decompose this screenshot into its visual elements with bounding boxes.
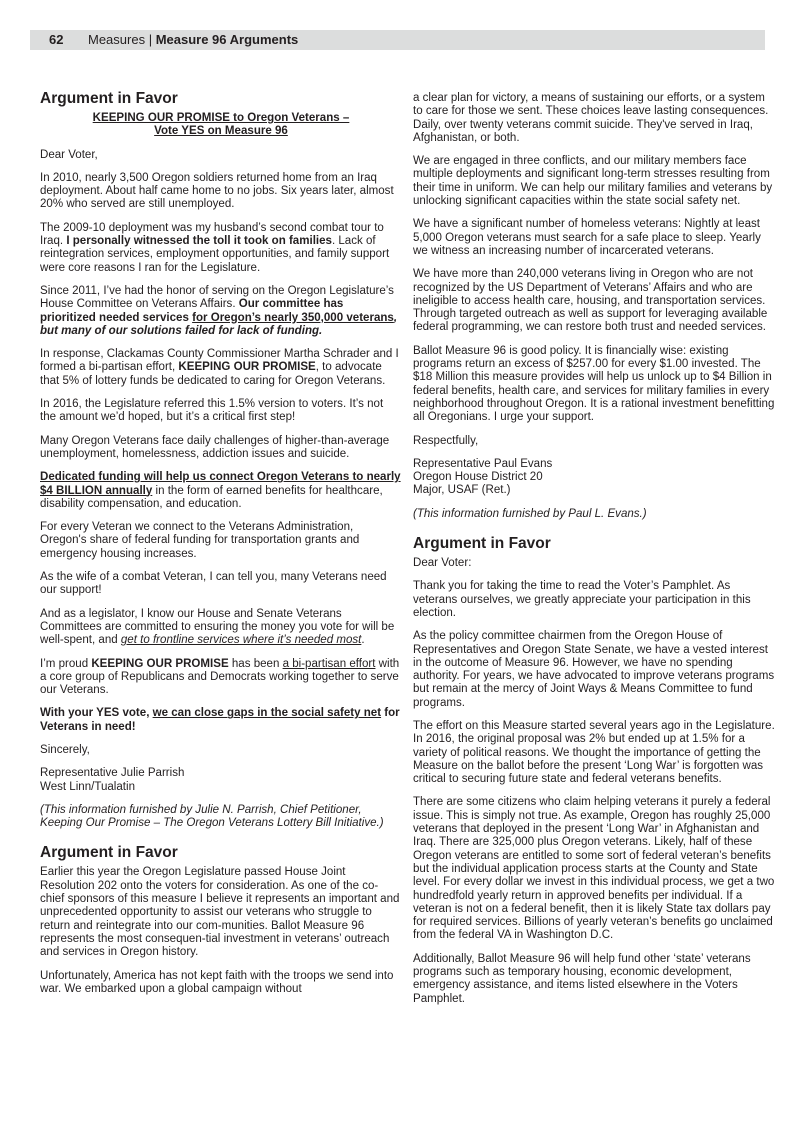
paragraph — [40, 744, 402, 757]
paragraph — [40, 149, 402, 162]
line: Major, USAF (Ret.) — [413, 484, 511, 497]
paragraph — [413, 268, 775, 334]
line: Oregon House District 20 — [413, 471, 543, 484]
text-run: In 2016, the Legislature referred this 1.5% version to voters. It’s not the amount we’d hoped, but it’s a critical first step! — [40, 398, 384, 424]
section-heading: Argument in Favor — [40, 90, 178, 107]
text-run: Dear Voter: — [413, 557, 472, 570]
text-run: , but many of our solutions failed for lack of funding. — [40, 311, 398, 337]
argument-subtitle — [40, 112, 402, 139]
paragraph — [40, 471, 402, 511]
line: Representative Julie Parrish — [40, 767, 185, 780]
text-run: I’m proud — [40, 657, 92, 670]
text-run: (This information furnished by Paul L. Evans.) — [413, 507, 647, 520]
page-number: 62 — [49, 32, 64, 47]
section-heading: Argument in Favor — [413, 535, 551, 553]
text-run: We have a significant number of homeless veterans: Nightly at least 5,000 Oregon veterans must search for a safe place to sleep. Yearly we witness an increasing number of incarcerated veterans. — [413, 218, 761, 257]
signature-block — [40, 767, 402, 794]
section-label: Measures | — [88, 32, 156, 47]
paragraph — [40, 285, 402, 338]
text-run: a bi-partisan effort — [282, 657, 376, 670]
text-run: Dedicated funding will help us connect Oregon Veterans to nearly $4 BILLION annually — [40, 471, 401, 497]
paragraph — [40, 435, 402, 462]
line: Vote YES on Measure 96 — [154, 125, 288, 138]
paragraph — [40, 608, 402, 648]
text-run: KEEPING OUR PROMISE — [178, 361, 316, 374]
text-run: get to frontline services where it’s needed most — [120, 634, 362, 647]
text-run: Earlier this year the Oregon Legislature passed House Joint Resolution 202 onto the voters for consideration. As one of the co-chief sponsors of this measure I believe it represents an important and unprecedented opportunity to assist our veterans who struggle to return and reintegrate into our com-munities. Ballot Measure 96 represents the most consequen-tial investment in veterans’ outreach and services in Oregon history. — [40, 866, 400, 959]
header-title: Measure 96 Arguments — [155, 32, 299, 47]
paragraph — [40, 707, 402, 734]
right-column — [413, 92, 775, 1016]
text-run: And as a legislator, I know our House and Senate Veterans Committees are committed to ensuring the money you vote for will be well-spent, and — [40, 607, 395, 647]
left-column — [40, 90, 402, 1006]
text-run: As the wife of a combat Veteran, I can tell you, many Veterans need our support! — [40, 571, 387, 597]
line: West Linn/Tualatin — [40, 780, 135, 793]
signature-block — [413, 458, 775, 498]
text-run: The effort on this Measure started several years ago in the Legislature. In 2016, the original proposal was 2% but ended up at 1.5% for a variety of political reasons. We thought the importance of getting the Measure on the ballot before the present ‘Long War’ is forgotten was critical to securing future state and federal veterans benefits. — [413, 719, 775, 786]
text-run: Our committee has prioritized needed services — [40, 298, 344, 324]
text-run: There are some citizens who claim helping veterans it purely a federal issue. This is simply not true. As example, Oregon has roughly 25,000 veterans that deployed in the present ‘Long War’ in Afghanistan and Iraq. There are 325,000 plus Oregon veterans. Likely, half of these Oregon veterans are entitled to some sort of federal veteran’s benefits but the individual application process starts at the County and State level. For every dollar we invest in this individual process, we get a two hundredfold yearly return in approved benefits per individual. If a veteran is not on a federal benefit, then it is likely State tax dollars pay for required services. Billions of yearly veteran’s benefits go unclaimed from the federal VA in Washington D.C. — [413, 796, 775, 942]
paragraph — [413, 155, 775, 208]
text-run: . Lack of reintegration services, employment opportunities, and family support were core reasons I ran for the Legislature. — [40, 235, 390, 274]
paragraph — [413, 508, 775, 521]
paragraph — [413, 218, 775, 258]
text-run: With your YES vote, — [40, 707, 153, 720]
text-run: For every Veteran we connect to the Veterans Administration, Oregon's share of federal funding for transportation grants and emergency housing increases. — [40, 521, 360, 560]
text-run: Sincerely, — [40, 743, 90, 756]
text-run: The 2009-10 deployment was my husband’s second combat tour to Iraq. — [40, 221, 384, 248]
paragraph — [413, 630, 775, 710]
text-run: Unfortunately, America has not kept faith with the troops we send into war. We embarked upon a global campaign without — [40, 969, 394, 995]
paragraph — [40, 866, 402, 959]
paragraph — [40, 658, 402, 698]
paragraph — [40, 571, 402, 598]
paragraph — [40, 222, 402, 275]
text-run: KEEPING OUR PROMISE — [91, 657, 229, 670]
page-header — [30, 30, 765, 50]
text-run: for Veterans in need! — [40, 707, 400, 733]
text-run: In response, Clackamas County Commissioner Martha Schrader and I formed a bi-partisan effort, — [40, 348, 399, 374]
section-heading: Argument in Favor — [40, 844, 178, 862]
line: KEEPING OUR PROMISE to Oregon Veterans – — [92, 112, 350, 124]
text-run: We have more than 240,000 veterans living in Oregon who are not recognized by the US Department of Veterans’ Affairs and who are ineligible to access health care, housing, and transportation services. Through targeted outreach as well as support for leveraging available federal programming, we can restore both trust and needed services. — [413, 268, 768, 334]
text-run: In 2010, nearly 3,500 Oregon soldiers returned home from an Iraq deployment. About half came home to no jobs. Six years later, almost 20% who served are still unemployed. — [40, 171, 394, 211]
text-run: Additionally, Ballot Measure 96 will help fund other ‘state’ veterans programs such as temporary housing, economic development, emergency assistance, and items listed elsewhere in the Voters Pamphlet. — [413, 952, 751, 1005]
running-title — [88, 30, 298, 50]
paragraph — [40, 172, 402, 212]
paragraph — [40, 970, 402, 997]
paragraph — [413, 345, 775, 425]
text-run: with a core group of Republicans and Democrats working together to serve our Veterans. — [40, 657, 400, 697]
paragraph — [413, 580, 775, 620]
paragraph — [40, 521, 402, 561]
text-run: . — [361, 634, 365, 647]
paragraph — [40, 398, 402, 425]
paragraph — [413, 435, 775, 448]
text-run: a clear plan for victory, a means of sustaining our efforts, or a system to care for those we sent. These choices leave lasting consequences. Daily, over twenty veterans commit suicide. They've served in Iraq, Afghanistan, or both. — [413, 92, 769, 144]
text-run: We are engaged in three conflicts, and our military members face multiple deployments and significant long-term stresses resulting from their time in uniform. We can help our military families and veterans by unlocking significant capacities within the state social safety net. — [413, 155, 773, 208]
text-run: in the form of earned benefits for healthcare, disability compensation, and education. — [40, 484, 383, 510]
text-run: Respectfully, — [413, 434, 479, 447]
text-run: we can close gaps in the social safety net — [152, 707, 382, 720]
text-run: Ballot Measure 96 is good policy. It is financially wise: existing programs return an excess of $257.00 for every $1.00 invested. The $18 Million this measure provides will help us unlock up to $4 Billion in federal benefits, health care, and services for military families in every neighborhood throughout Oregon. It is a rational investment benefitting all Oregonians. I urge your support. — [413, 344, 775, 424]
paragraph — [413, 557, 775, 570]
paragraph — [413, 796, 775, 942]
text-run: As the policy committee chairmen from the Oregon House of Representatives and Oregon State Senate, we have a vested interest in the outcome of Measure 96. However, we have no spending authority. For years, we have advocated to improve veterans programs but remain at the mercy of Joint Ways & Means Committee to fund programs. — [413, 630, 775, 709]
text-run: (This information furnished by Julie N. Parrish, Chief Petitioner, Keeping Our Promise – The Oregon Veterans Lottery Bill Initiative.) — [40, 803, 384, 830]
paragraph — [413, 92, 775, 145]
text-run: for Oregon’s nearly 350,000 veterans — [192, 311, 394, 324]
paragraph — [413, 720, 775, 786]
text-run: Thank you for taking the time to read the Voter’s Pamphlet. As veterans ourselves, we greatly appreciate your participation in this election. — [413, 580, 751, 619]
text-run: Many Oregon Veterans face daily challenges of higher-than-average unemployment, homelessness, addiction issues and suicide. — [40, 434, 390, 460]
paragraph — [40, 804, 402, 831]
paragraph — [40, 348, 402, 388]
text-run: I personally witnessed the toll it took on families — [66, 235, 332, 248]
text-run: Since 2011, I’ve had the honor of serving on the Oregon Legislature’s House Committee on Veterans Affairs. — [40, 284, 394, 311]
paragraph — [413, 953, 775, 1006]
line: Representative Paul Evans — [413, 457, 553, 470]
text-run: has been — [228, 657, 283, 670]
text-run: Dear Voter, — [40, 148, 98, 161]
text-run: , to advocate that 5% of lottery funds be dedicated to caring for Oregon Veterans. — [40, 361, 386, 387]
